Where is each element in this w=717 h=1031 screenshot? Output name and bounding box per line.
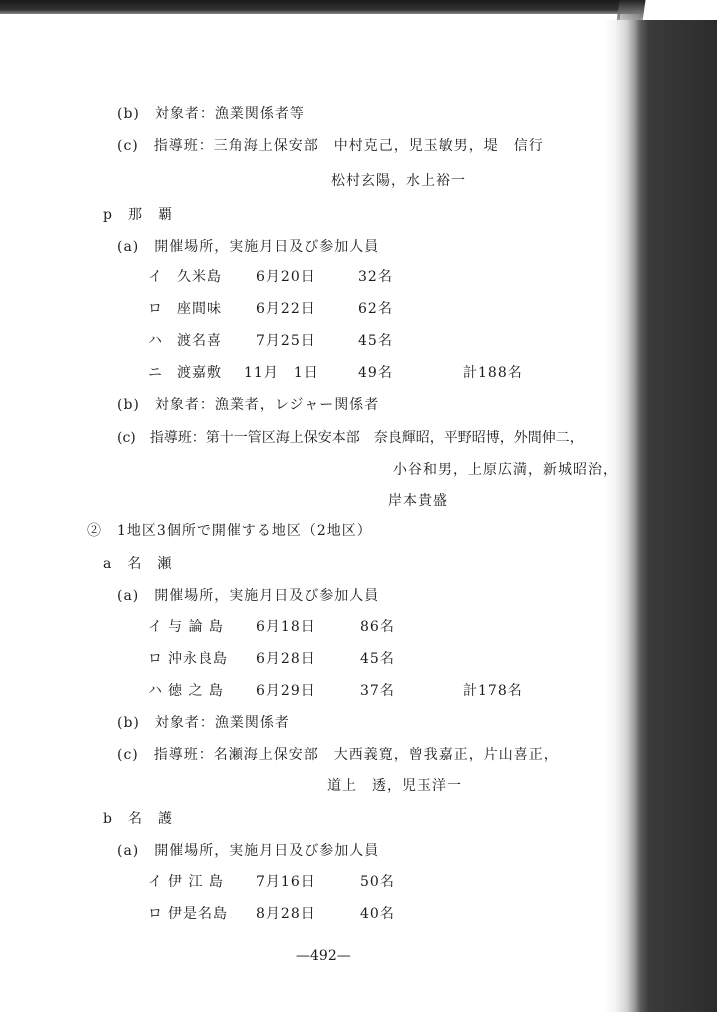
guide-line-naha: (c) 指導班：第十一管区海上保安本部 奈良輝昭，平野昭博，外間伸二， bbox=[117, 430, 584, 446]
row-mark: ロ bbox=[148, 301, 163, 317]
guide-line-misumi-cont: 松村玄陽，水上裕一 bbox=[331, 173, 466, 189]
row-count: 49名 bbox=[358, 365, 393, 381]
guide-line-naze: (c) 指導班：名瀬海上保安部 大西義寛，曾我嘉正，片山喜正， bbox=[117, 747, 559, 763]
row-mark: ハ bbox=[148, 683, 163, 699]
row-count: 86名 bbox=[360, 619, 395, 635]
row-count: 45名 bbox=[360, 651, 395, 667]
section2-heading: ② 1地区3個所で開催する地区（2地区） bbox=[87, 523, 372, 539]
row-total: 計178名 bbox=[463, 683, 523, 699]
guide-line-naha-cont2: 岸本貴盛 bbox=[388, 493, 448, 509]
guide-line-misumi: (c) 指導班：三角海上保安部 中村克己，児玉敏男，堤 信行 bbox=[117, 138, 544, 154]
table-row bbox=[0, 905, 610, 1031]
target-line-naze: (b) 対象者：漁業関係者 bbox=[117, 715, 290, 731]
row-count: 62名 bbox=[358, 301, 393, 317]
row-mark: ロ bbox=[148, 906, 163, 922]
guide-line-naze-cont: 道上 透，児玉洋一 bbox=[327, 778, 462, 794]
guide-line-naha-cont: 小谷和男，上原広満，新城昭治， bbox=[393, 462, 618, 478]
row-mark: ニ bbox=[148, 365, 163, 381]
row-date: 11月 1日 bbox=[244, 365, 319, 381]
row-date: 7月25日 bbox=[256, 333, 316, 349]
row-place: 与 論 島 bbox=[168, 619, 224, 635]
row-count: 40名 bbox=[360, 906, 395, 922]
target-line-naha: (b) 対象者：漁業者，レジャー関係者 bbox=[117, 397, 380, 413]
row-date: 7月16日 bbox=[256, 874, 316, 890]
row-count: 32名 bbox=[358, 269, 393, 285]
row-count: 45名 bbox=[358, 333, 393, 349]
row-place: 渡名喜 bbox=[177, 333, 222, 349]
subsection-naze: a 名 瀬 bbox=[103, 556, 173, 572]
target-line-misumi: (b) 対象者：漁業関係者等 bbox=[117, 106, 305, 122]
page-number: —492— bbox=[296, 948, 351, 964]
row-count: 37名 bbox=[360, 683, 395, 699]
row-date: 8月28日 bbox=[256, 906, 316, 922]
venue-heading-nago: (a) 開催場所，実施月日及び参加人員 bbox=[117, 843, 380, 859]
row-place: 伊 江 島 bbox=[168, 874, 224, 890]
row-total: 計188名 bbox=[463, 365, 523, 381]
row-mark: ロ bbox=[148, 651, 163, 667]
row-place: 座間味 bbox=[177, 301, 222, 317]
row-place: 沖永良島 bbox=[168, 651, 228, 667]
row-mark: イ bbox=[148, 619, 163, 635]
row-mark: ハ bbox=[148, 333, 163, 349]
table-row bbox=[0, 682, 610, 808]
row-date: 6月18日 bbox=[256, 619, 316, 635]
row-date: 6月22日 bbox=[256, 301, 316, 317]
row-date: 6月29日 bbox=[256, 683, 316, 699]
row-place: 久米島 bbox=[177, 269, 222, 285]
row-place: 渡嘉敷 bbox=[177, 365, 222, 381]
venue-heading-naze: (a) 開催場所，実施月日及び参加人員 bbox=[117, 588, 380, 604]
scan-shadow-right bbox=[604, 20, 717, 1012]
subsection-naha: p 那 覇 bbox=[103, 207, 173, 223]
row-date: 6月20日 bbox=[256, 269, 316, 285]
row-mark: イ bbox=[148, 269, 163, 285]
subsection-nago: b 名 護 bbox=[103, 811, 173, 827]
row-count: 50名 bbox=[360, 874, 395, 890]
row-place: 徳 之 島 bbox=[168, 683, 224, 699]
row-mark: イ bbox=[148, 874, 163, 890]
venue-heading-naha: (a) 開催場所，実施月日及び参加人員 bbox=[117, 239, 380, 255]
row-date: 6月28日 bbox=[256, 651, 316, 667]
row-place: 伊是名島 bbox=[168, 906, 228, 922]
